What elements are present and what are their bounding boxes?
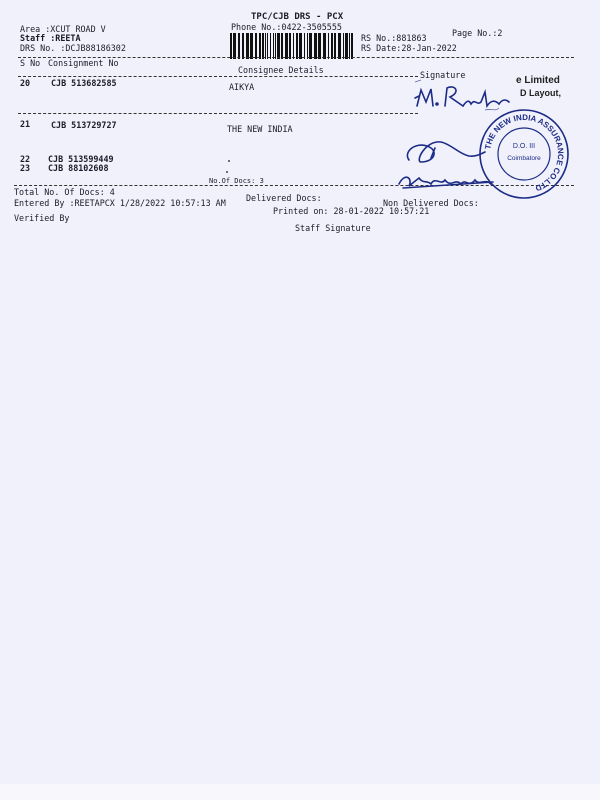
col-signature: Signature [420, 70, 466, 80]
barcode-image [229, 33, 356, 59]
entered-by: Entered By :REETAPCX 1/28/2022 10:57:13 AM [14, 198, 226, 208]
row-s-no: 21 [20, 119, 31, 129]
total-docs: Total No. Of Docs: 4 [14, 187, 115, 197]
rs-number: RS No.:881863 [361, 33, 427, 43]
page-number: Page No.:2 [452, 28, 503, 38]
non-delivered-docs: Non Delivered Docs: [383, 198, 479, 208]
stamp-company-fragment: e Limited [516, 75, 560, 86]
row-consignment: CJB 88102608 [48, 163, 109, 173]
row-consignment: CJB 513599449 [48, 154, 114, 164]
phone-number: Phone No.:0422-3505555 [231, 22, 342, 32]
printed-on: Printed on: 28-01-2022 10:57:21 [273, 206, 430, 216]
speck [226, 171, 228, 173]
row-consignment: CJB 513729727 [51, 120, 117, 130]
col-consignment-no: Consignment No [48, 58, 119, 68]
staff-signature-label: Staff Signature [295, 223, 371, 233]
company-seal-image [478, 108, 570, 200]
report-title: TPC/CJB DRS - PCX [251, 12, 344, 22]
scan-edge [0, 784, 600, 800]
verified-by: Verified By [14, 213, 70, 223]
svg-text:Coimbatore: Coimbatore [507, 155, 541, 162]
speck [228, 160, 230, 162]
no-of-docs: No.Of Docs: 3 [209, 177, 264, 185]
row-consignment: CJB 513682585 [51, 78, 117, 88]
staff: Staff :REETA [20, 33, 81, 43]
col-consignee-details: Consignee Details [238, 65, 324, 75]
row-s-no: 23 [20, 163, 31, 173]
svg-text:D.O. III: D.O. III [512, 143, 536, 150]
drs-number: DRS No. :DCJB88186302 [20, 43, 126, 53]
delivered-docs: Delivered Docs: [246, 193, 322, 203]
row-s-no: 22 [20, 154, 31, 164]
stamp-address-fragment: D Layout, [520, 88, 562, 98]
col-s-no: S No [20, 58, 41, 68]
rs-date: RS Date:28-Jan-2022 [361, 43, 457, 53]
divider [18, 113, 418, 114]
row-consignee: THE NEW INDIA [227, 124, 293, 134]
row-s-no: 20 [20, 78, 31, 88]
area: Area :XCUT ROAD V [20, 24, 106, 34]
svg-text:THE NEW INDIA ASSURANCE CO.LTD: THE NEW INDIA ASSURANCE CO.LTD [483, 112, 566, 193]
divider [18, 76, 418, 77]
row-consignee: AIKYA [229, 82, 255, 92]
